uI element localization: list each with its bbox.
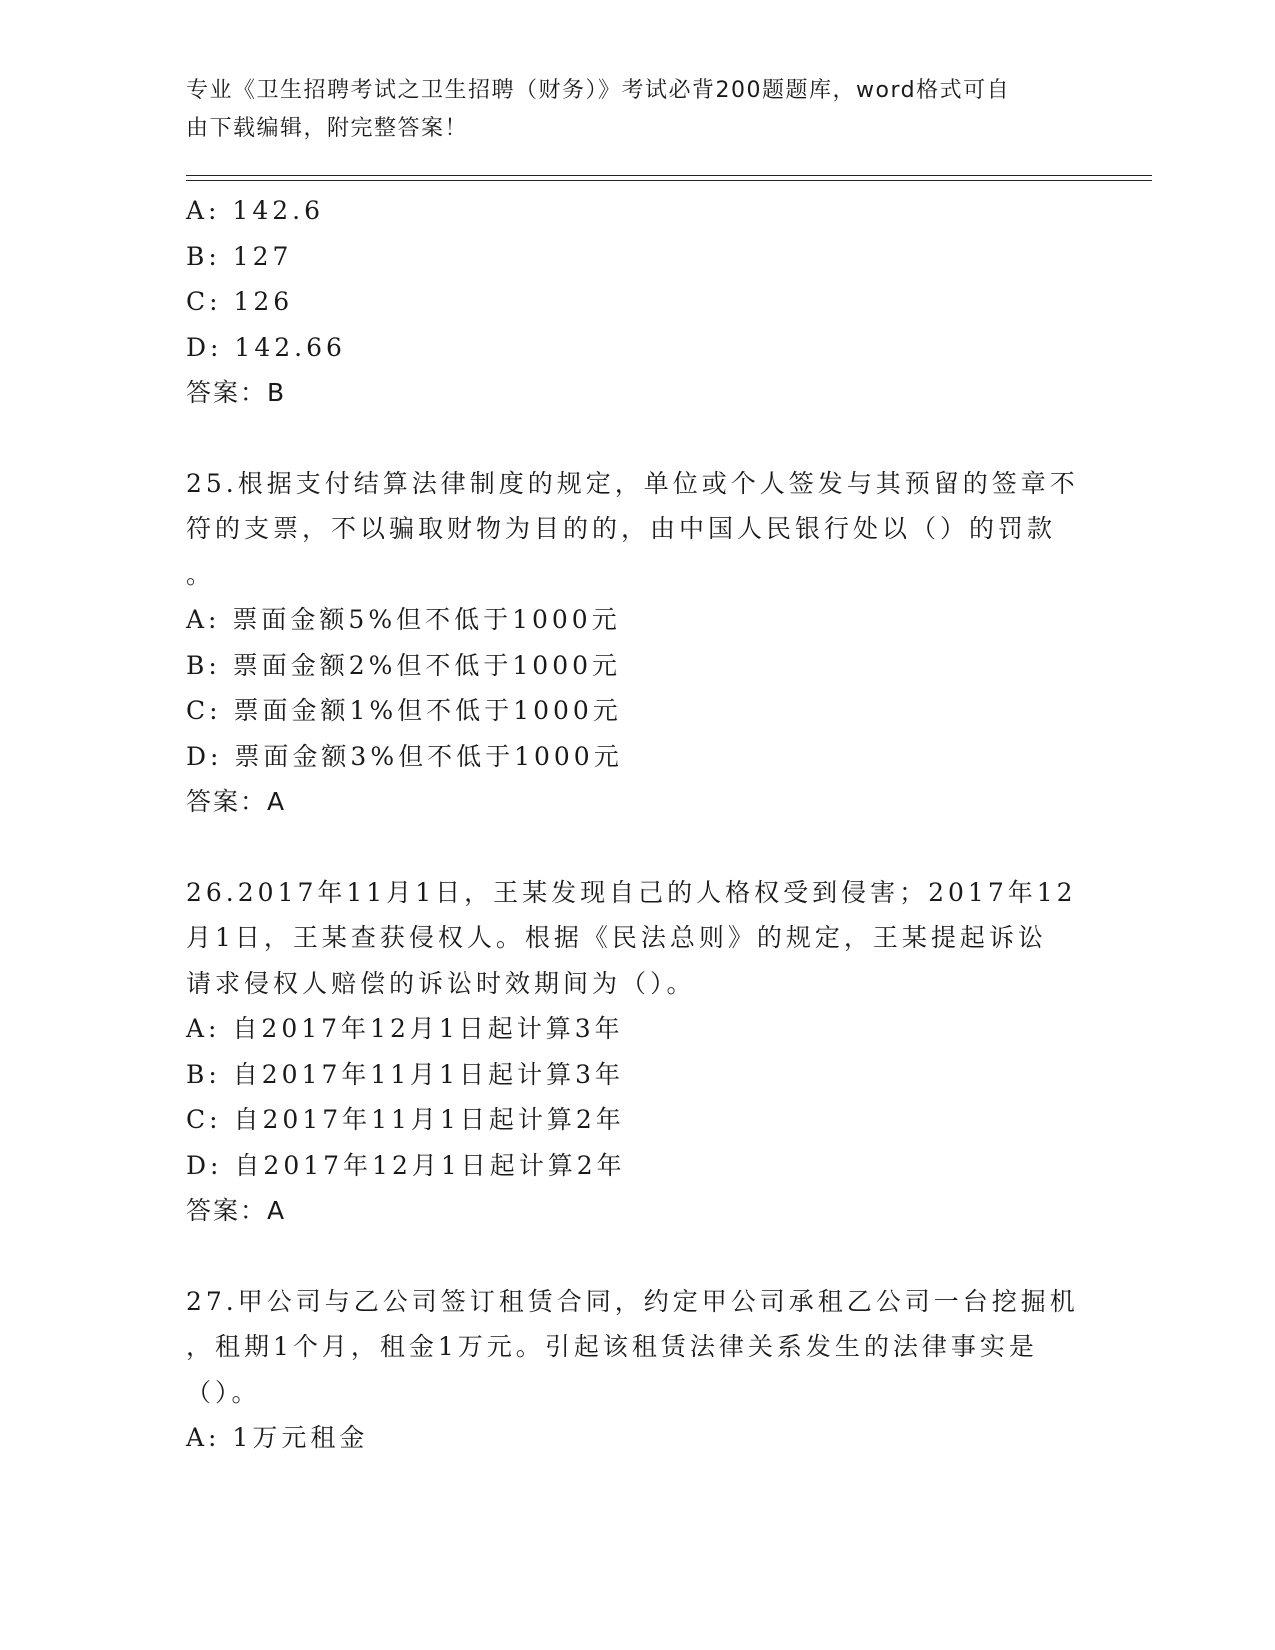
question-stem-line: （）。 bbox=[186, 1377, 261, 1407]
header-divider-top bbox=[186, 175, 1152, 176]
question-stem-line: 25.根据支付结算法律制度的规定，单位或个人签发与其预留的签章不 bbox=[186, 468, 1079, 498]
option-b: B: 自2017年11月1日起计算3年 bbox=[186, 1059, 624, 1089]
question-stem-line: 。 bbox=[186, 559, 216, 589]
document-header bbox=[186, 72, 1076, 148]
question-stem-line: 月1日，王某查获侵权人。根据《民法总则》的规定，王某提起诉讼 bbox=[186, 923, 1047, 952]
option-d: D: 票面金额3%但不低于1000元 bbox=[186, 741, 623, 771]
question-24-continued bbox=[186, 188, 1076, 416]
option-a: A: 142.6 bbox=[186, 196, 324, 225]
question-list bbox=[186, 188, 1079, 1461]
answer-line: 答案：B bbox=[186, 378, 287, 407]
option-d: D: 自2017年12月1日起计算2年 bbox=[186, 1150, 626, 1180]
question-stem-line: ，租期1个月，租金1万元。引起该租赁法律关系发生的法律事实是 bbox=[186, 1332, 1038, 1361]
question-27 bbox=[186, 1279, 1079, 1461]
option-b: B: 127 bbox=[186, 241, 293, 271]
option-a: A: 自2017年12月1日起计算3年 bbox=[186, 1014, 624, 1043]
option-c: C: 票面金额1%但不低于1000元 bbox=[186, 696, 622, 725]
header-title-line-1: 专业《卫生招聘考试之卫生招聘（财务）》考试必背200题题库，word格式可自 bbox=[186, 78, 1011, 103]
option-d: D: 142.66 bbox=[186, 332, 346, 362]
option-c: C: 自2017年11月1日起计算2年 bbox=[186, 1105, 625, 1134]
option-a: A: 票面金额5%但不低于1000元 bbox=[186, 605, 621, 634]
question-26 bbox=[186, 870, 1076, 1234]
question-stem-line: 请求侵权人赔偿的诉讼时效期间为（）。 bbox=[186, 968, 696, 998]
question-25 bbox=[186, 461, 1079, 825]
question-stem-line: 符的支票，不以骗取财物为目的的，由中国人民银行处以（）的罚款 bbox=[186, 514, 1057, 543]
option-a: A: 1万元租金 bbox=[186, 1423, 369, 1452]
answer-line: 答案：A bbox=[186, 1196, 287, 1225]
question-stem-line: 26.2017年11月1日，王某发现自己的人格权受到侵害；2017年12 bbox=[186, 877, 1077, 907]
header-title-line-2: 由下载编辑，附完整答案！ bbox=[186, 116, 469, 141]
option-b: B: 票面金额2%但不低于1000元 bbox=[186, 650, 622, 680]
answer-line: 答案：A bbox=[186, 787, 287, 816]
option-c: C: 126 bbox=[186, 287, 294, 316]
question-stem-line: 27.甲公司与乙公司签订租赁合同，约定甲公司承租乙公司一台挖掘机 bbox=[186, 1286, 1079, 1316]
header-divider-bottom bbox=[186, 180, 1152, 181]
